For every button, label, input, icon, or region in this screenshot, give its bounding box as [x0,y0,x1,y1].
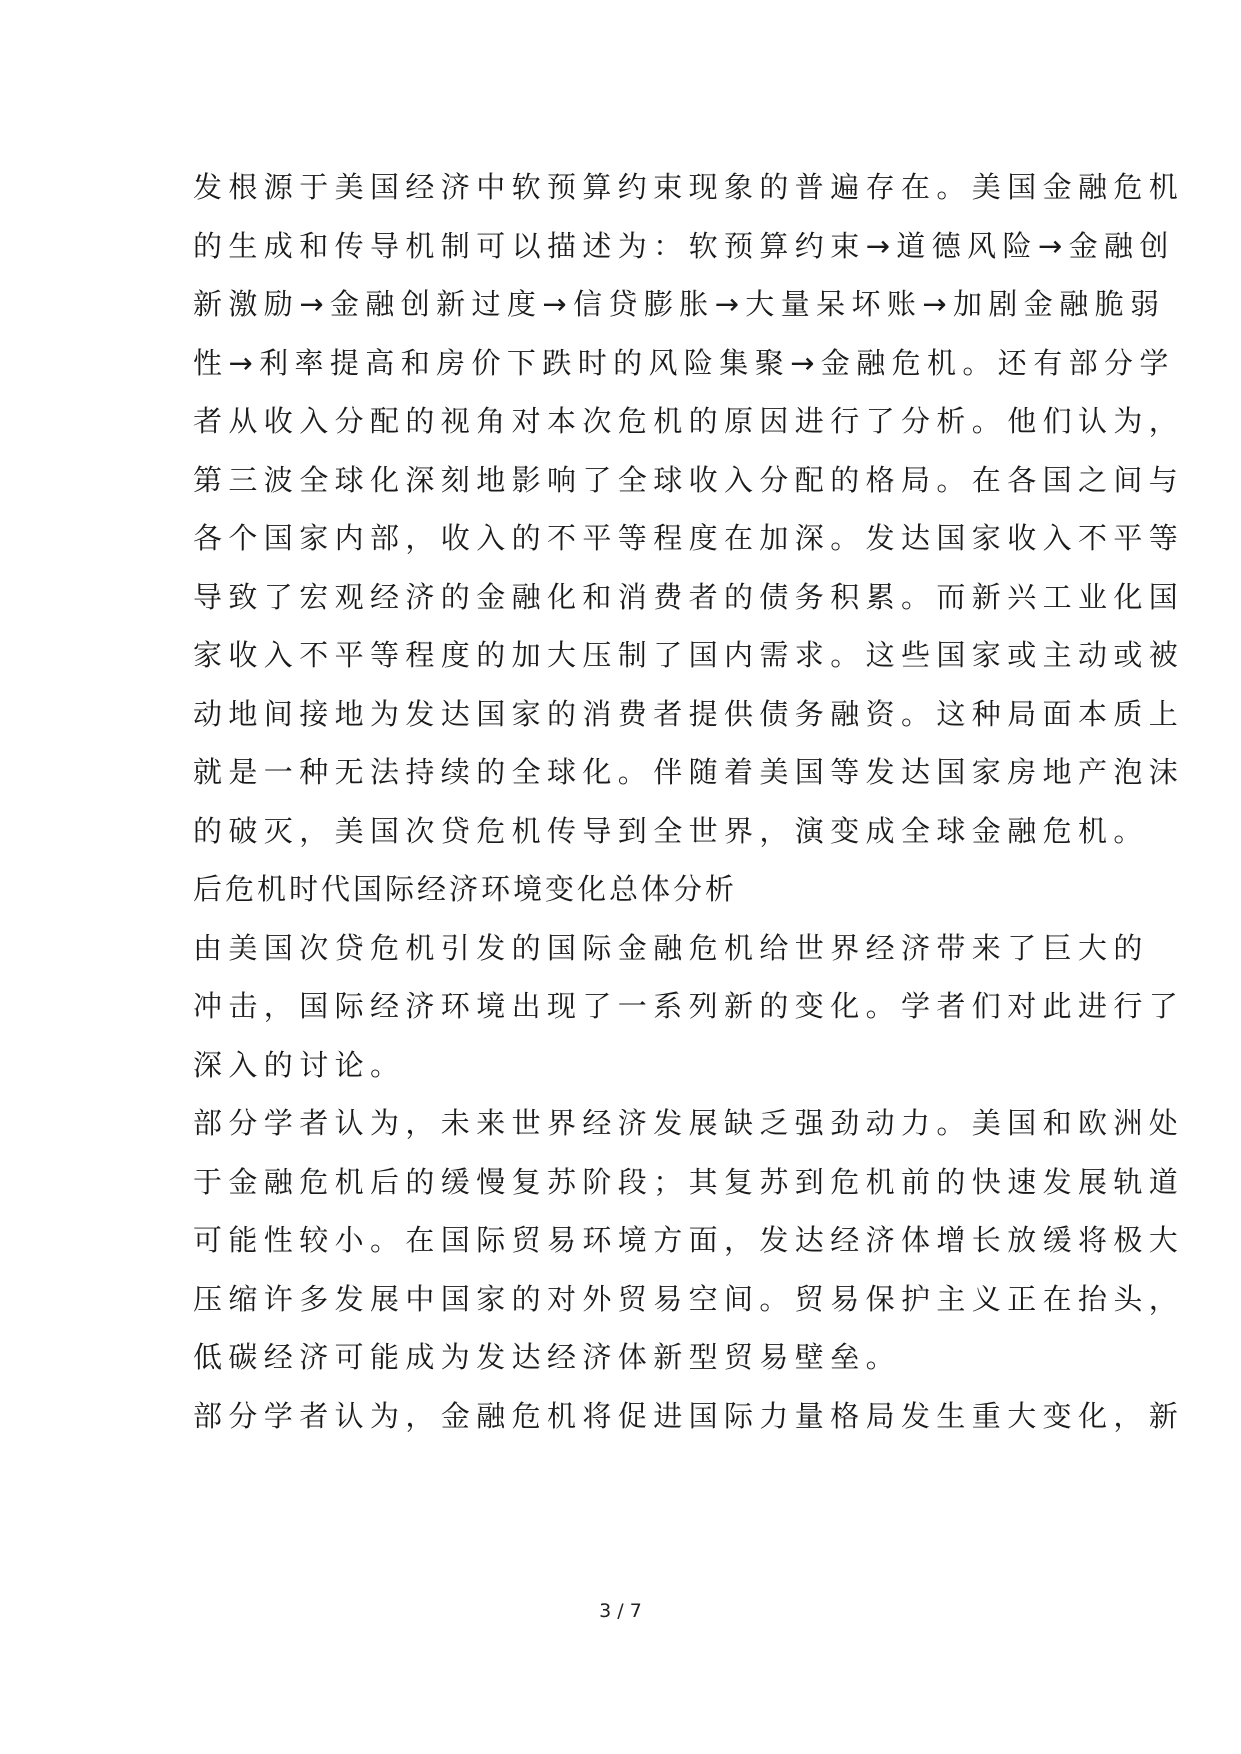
text-line: 低碳经济可能成为发达经济体新型贸易壁垒。 [193,1340,902,1374]
text-line: 的破灭，美国次贷危机传导到全世界，演变成全球金融危机。 [193,813,1149,848]
text-line: 者从收入分配的视角对本次危机的原因进行了分析。他们认为， [193,404,1185,438]
text-line: 性→利率提高和房价下跌时的风险集聚→金融危机。还有部分学 [193,345,1175,380]
text-line: 于金融危机后的缓慢复苏阶段；其复苏到危机前的快速发展轨道 [193,1164,1185,1199]
text-line: 部分学者认为，金融危机将促进国际力量格局发生重大变化，新 [193,1398,1185,1433]
text-line: 就是一种无法持续的全球化。伴随着美国等发达国家房地产泡沫 [193,755,1185,789]
text-line: 导致了宏观经济的金融化和消费者的债务积累。而新兴工业化国 [193,579,1185,614]
text-line: 动地间接地为发达国家的消费者提供债务融资。这种局面本质上 [193,696,1185,731]
text-line: 的生成和传导机制可以描述为：软预算约束→道德风险→金融创 [193,228,1175,263]
text-line: 家收入不平等程度的加大压制了国内需求。这些国家或主动或被 [193,638,1185,672]
body-text [193,158,1185,1445]
text-line: 压缩许多发展中国家的对外贸易空间。贸易保护主义正在抬头， [193,1281,1185,1316]
text-line: 冲击，国际经济环境出现了一系列新的变化。学者们对此进行了 [193,989,1185,1023]
text-line: 第三波全球化深刻地影响了全球收入分配的格局。在各国之间与 [193,462,1185,497]
text-line: 各个国家内部，收入的不平等程度在加深。发达国家收入不平等 [193,521,1185,555]
text-line: 可能性较小。在国际贸易环境方面，发达经济体增长放缓将极大 [193,1223,1185,1257]
text-line: 由美国次贷危机引发的国际金融危机给世界经济带来了巨大的 [193,930,1149,965]
page-number: 3 / 7 [599,1600,642,1622]
section-heading: 后危机时代国际经济环境变化总体分析 [193,872,738,906]
text-line: 深入的讨论。 [193,1047,406,1082]
text-line: 发根源于美国经济中软预算约束现象的普遍存在。美国金融危机 [193,170,1185,204]
text-line: 新激励→金融创新过度→信贷膨胀→大量呆坏账→加剧金融脆弱 [193,287,1166,321]
text-line: 部分学者认为，未来世界经济发展缺乏强劲动力。美国和欧洲处 [193,1106,1185,1140]
